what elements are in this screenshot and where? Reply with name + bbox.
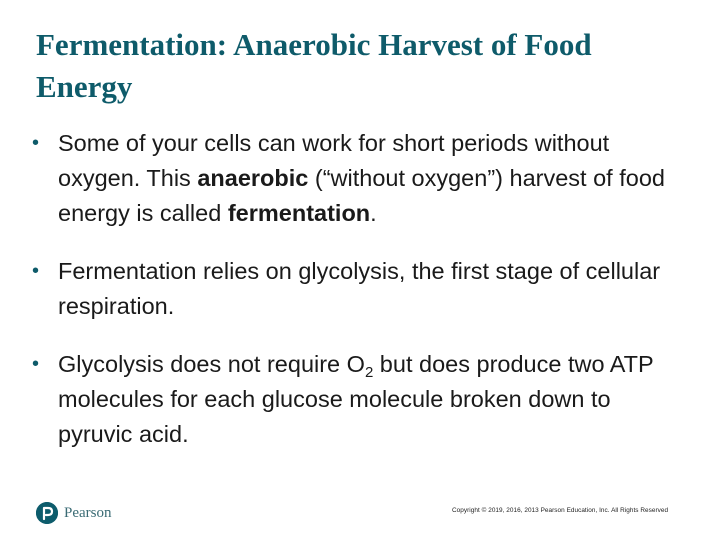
- pearson-wordmark: Pearson: [64, 504, 112, 521]
- bullet-item: [30, 347, 690, 452]
- bullet-text: .: [370, 200, 377, 226]
- bullet-list: [30, 126, 690, 452]
- bullet-text: Glycolysis does not require O: [58, 351, 365, 377]
- bold-term-fermentation: fermentation: [227, 200, 371, 226]
- bullet-text: Some of your cells can work for short periods without oxygen. This: [58, 130, 610, 191]
- bullet-item: [30, 254, 690, 324]
- bold-term-anaerobic: anaerobic: [197, 165, 309, 191]
- slide-title: Fermentation: Anaerobic Harvest of Food Energy: [36, 27, 592, 104]
- pearson-p-icon: [36, 502, 58, 524]
- bullet-text: Fermentation relies on glycolysis, the first stage of cellular respiration.: [58, 258, 661, 319]
- bullet-marker: •: [32, 353, 40, 375]
- bullet-item: [30, 126, 690, 231]
- copyright-notice: Copyright © 2019, 2016, 2013 Pearson Education, Inc. All Rights Reserved: [452, 507, 669, 514]
- bullet-text: (“without oxygen”) harvest of food energy is called: [58, 165, 665, 226]
- subscript-2: 2: [364, 364, 374, 381]
- pearson-logo: [36, 500, 112, 526]
- bullet-text: but does produce two ATP molecules for each glucose molecule broken down to pyruvic acid.: [58, 351, 654, 447]
- bullet-marker: •: [32, 260, 40, 282]
- bullet-marker: •: [32, 132, 40, 154]
